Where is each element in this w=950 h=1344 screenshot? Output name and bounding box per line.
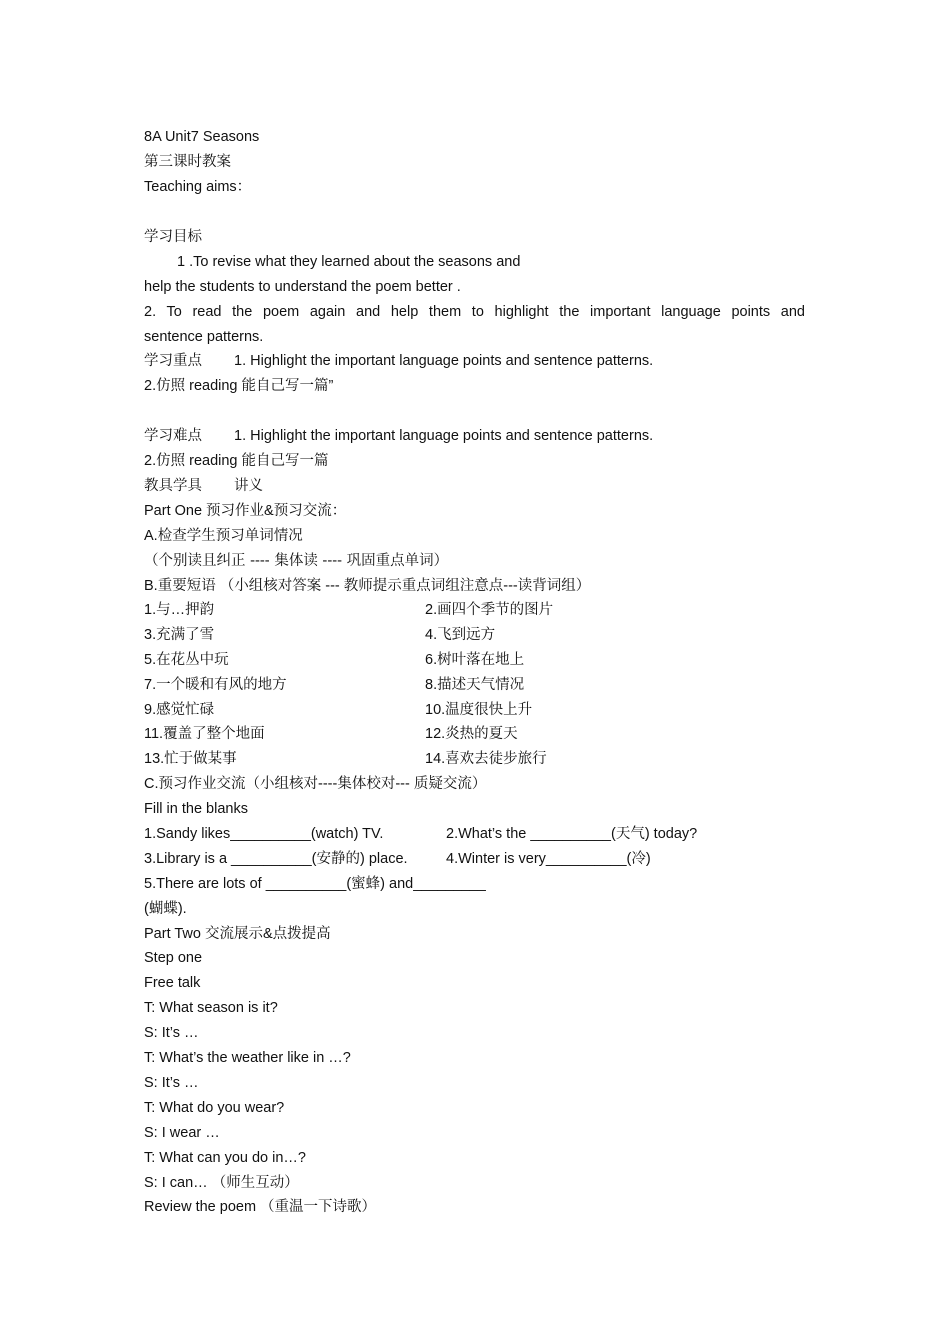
phrase-right: 14.喜欢去徒步旅行: [425, 751, 547, 767]
dialogue-line: S: It’s …: [144, 1025, 199, 1041]
tools-value: 讲义: [234, 478, 263, 494]
dialogue-line: S: It’s …: [144, 1075, 199, 1091]
section-c-heading: C.预习作业交流（小组核对----集体校对--- 质疑交流）: [144, 776, 487, 792]
difficulty-label: 学习难点: [144, 428, 202, 444]
teaching-aims-label: Teaching aims：: [144, 179, 252, 195]
phrase-row: [144, 700, 533, 720]
section-a-note: （个别读且纠正 ---- 集体读 ---- 巩固重点单词）: [144, 553, 449, 569]
part-two-heading: Part Two 交流展示&点拨提高: [144, 926, 331, 942]
phrase-left: 11.覆盖了整个地面: [144, 726, 265, 742]
fill-item-3: 3.Library is a __________(安静的) place.: [144, 851, 408, 867]
doc-title: 8A Unit7 Seasons: [144, 129, 260, 145]
phrase-right: 6.树叶落在地上: [425, 652, 525, 668]
dialogue-line: S: I can… （师生互动）: [144, 1175, 299, 1191]
fill-item-5: 5.There are lots of __________(蜜蜂) and_________: [144, 876, 486, 892]
phrase-left: 5.在花丛中玩: [144, 652, 229, 668]
phrase-left: 9.感觉忙碌: [144, 702, 215, 718]
focus-item-1: 1. Highlight the important language points and sentence patterns.: [234, 353, 654, 369]
fill-item-4: 4.Winter is very__________(冷): [446, 851, 651, 867]
phrase-right: 4.飞到远方: [425, 627, 496, 643]
tools-row: [144, 476, 263, 496]
difficulty-item-2: 2.仿照 reading 能自己写一篇: [144, 453, 329, 469]
fill-blanks-title: Fill in the blanks: [144, 801, 248, 817]
phrase-right: 10.温度很快上升: [425, 702, 533, 718]
dialogue-line: S: I wear …: [144, 1125, 220, 1141]
phrase-right: 2.画四个季节的图片: [425, 602, 554, 618]
focus-row: [144, 351, 653, 371]
phrase-left: 7.一个暖和有风的地方: [144, 677, 287, 693]
tools-label: 教具学具: [144, 478, 202, 494]
fill-item-1: 1.Sandy likes__________(watch) TV.: [144, 826, 384, 842]
dialogue-line: T: What can you do in…?: [144, 1150, 306, 1166]
part-one-heading: Part One 预习作业&预习交流：: [144, 503, 347, 519]
dialogue-line: T: What’s the weather like in …?: [144, 1050, 351, 1066]
phrase-row: [144, 600, 554, 620]
fill-row: [144, 824, 698, 844]
objective-1-line-1: 1 .To revise what they learned about the seasons and: [177, 254, 521, 270]
objective-2-line-2: sentence patterns.: [144, 329, 264, 345]
phrase-left: 1.与…押韵: [144, 602, 215, 618]
step-one-heading: Step one: [144, 950, 203, 966]
focus-item-2: 2.仿照 reading 能自己写一篇”: [144, 378, 334, 394]
dialogue-line: T: What do you wear?: [144, 1100, 285, 1116]
fill-item-2: 2.What’s the __________(天气) today?: [446, 826, 698, 842]
phrase-right: 12.炎热的夏天: [425, 726, 518, 742]
phrase-row: [144, 650, 525, 670]
phrase-row: [144, 675, 525, 695]
difficulty-row: [144, 426, 653, 446]
fill-item-5-continued: (蝴蝶).: [144, 901, 187, 917]
objective-1-line-2: help the students to understand the poem better .: [144, 279, 461, 295]
objective-2-line-1: 2. To read the poem again and help them to highlight the important language points and: [144, 304, 805, 320]
phrase-left: 3.充满了雪: [144, 627, 215, 643]
dialogue-line: T: What season is it?: [144, 1000, 278, 1016]
difficulty-item-1: 1. Highlight the important language points and sentence patterns.: [234, 428, 654, 444]
review-poem-line: Review the poem （重温一下诗歌）: [144, 1199, 377, 1215]
phrase-right: 8.描述天气情况: [425, 677, 525, 693]
focus-label: 学习重点: [144, 353, 202, 369]
phrase-row: [144, 724, 518, 744]
fill-row: [144, 849, 651, 869]
section-a-heading: A.检查学生预习单词情况: [144, 528, 303, 544]
lesson-heading: 第三课时教案: [144, 154, 231, 170]
free-talk-heading: Free talk: [144, 975, 201, 991]
objectives-label: 学习目标: [144, 229, 202, 245]
section-b-heading: B.重要短语 （小组核对答案 --- 教师提示重点词组注意点---读背词组）: [144, 578, 591, 594]
phrase-row: [144, 625, 496, 645]
phrase-row: [144, 749, 547, 769]
phrase-left: 13.忙于做某事: [144, 751, 237, 767]
